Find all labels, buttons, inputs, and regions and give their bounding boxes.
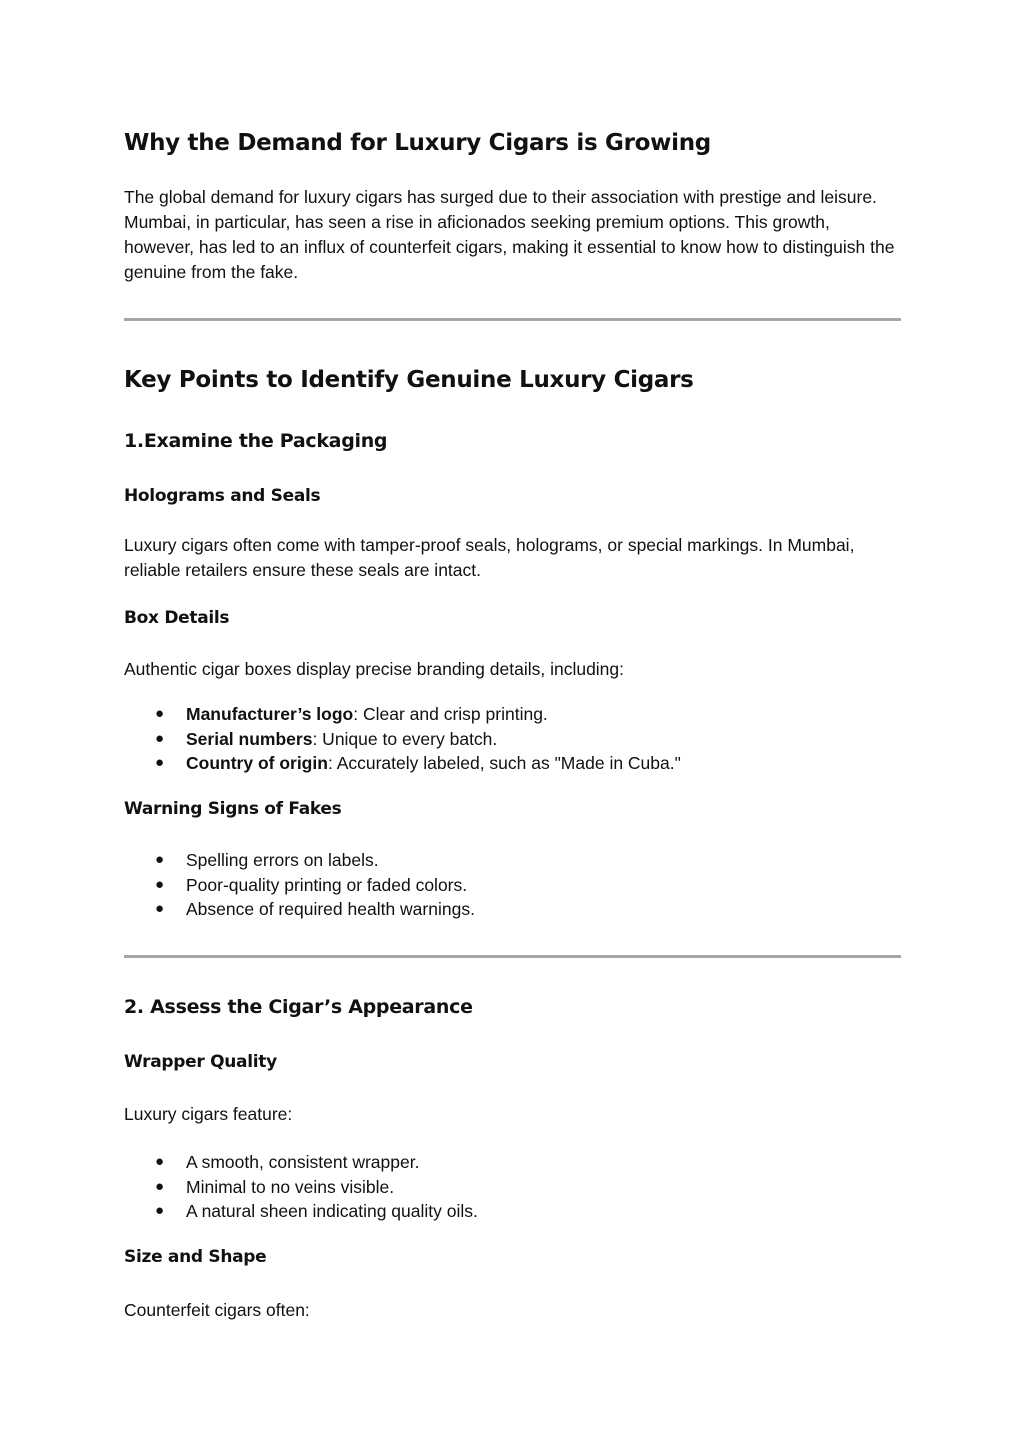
list-item: ● Absence of required health warnings. bbox=[124, 897, 901, 922]
bullet-icon: ● bbox=[155, 1153, 165, 1170]
bullet-icon: ● bbox=[155, 729, 165, 747]
bullet-icon: ● bbox=[155, 851, 165, 868]
heading-assess-appearance: 2. Assess the Cigar’s Appearance bbox=[124, 996, 473, 1018]
list-item: ● Minimal to no veins visible. bbox=[124, 1175, 901, 1200]
heading-warning-signs: Warning Signs of Fakes bbox=[124, 799, 342, 819]
paragraph-box-details: Authentic cigar boxes display precise branding details, including: bbox=[124, 659, 625, 679]
warning-signs-list bbox=[124, 848, 901, 922]
list-item: ● Manufacturer’s logo: Clear and crisp printing. bbox=[124, 702, 901, 727]
bullet-icon: ● bbox=[155, 754, 165, 771]
heading-key-points: Key Points to Identify Genuine Luxury Cigars bbox=[124, 367, 694, 393]
paragraph-holograms: Luxury cigars often come with tamper-proof seals, holograms, or special markings. In Mumbai, reliable retailers ensure these seals are intact. bbox=[124, 535, 855, 580]
bullet-icon: ● bbox=[155, 900, 165, 917]
bullet-icon: ● bbox=[155, 1177, 165, 1195]
heading-box-details: Box Details bbox=[124, 608, 230, 628]
heading-examine-packaging: 1.Examine the Packaging bbox=[124, 430, 388, 452]
bullet-icon: ● bbox=[155, 1202, 165, 1219]
list-item: ● A natural sheen indicating quality oils. bbox=[124, 1199, 901, 1224]
bullet-icon: ● bbox=[155, 705, 165, 722]
heading-holograms-seals: Holograms and Seals bbox=[124, 486, 321, 506]
list-item: ● Poor-quality printing or faded colors. bbox=[124, 873, 901, 898]
divider bbox=[124, 318, 901, 321]
bullet-icon: ● bbox=[155, 875, 165, 893]
paragraph-wrapper: Luxury cigars feature: bbox=[124, 1104, 293, 1124]
list-item: ● Serial numbers: Unique to every batch. bbox=[124, 727, 901, 752]
paragraph-size-shape: Counterfeit cigars often: bbox=[124, 1300, 310, 1320]
list-item: ● A smooth, consistent wrapper. bbox=[124, 1150, 901, 1175]
paragraph-demand: The global demand for luxury cigars has surged due to their association with prestige and leisure. Mumbai, in particular, has seen a rise in aficionados seeking premium options. This growth, however, has led to an influx of counterfeit cigars, making it essential to know how to distinguish the genuine from the fake. bbox=[124, 187, 895, 282]
divider bbox=[124, 955, 901, 958]
box-details-list bbox=[124, 702, 901, 776]
heading-wrapper-quality: Wrapper Quality bbox=[124, 1052, 277, 1072]
heading-size-shape: Size and Shape bbox=[124, 1247, 267, 1267]
list-item: ● Spelling errors on labels. bbox=[124, 848, 901, 873]
wrapper-quality-list bbox=[124, 1150, 901, 1224]
heading-demand-growing: Why the Demand for Luxury Cigars is Growing bbox=[124, 130, 711, 156]
list-item: ● Country of origin: Accurately labeled, such as "Made in Cuba." bbox=[124, 751, 901, 776]
